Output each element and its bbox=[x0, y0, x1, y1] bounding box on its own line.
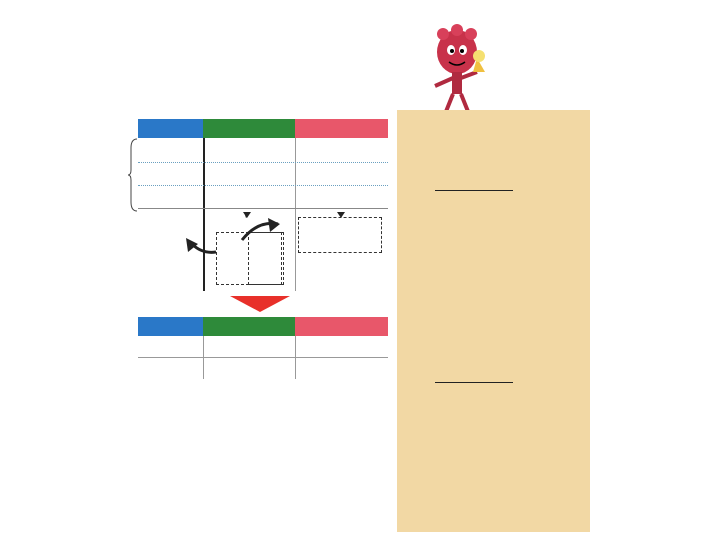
header-ones-after bbox=[138, 317, 203, 336]
header-tenths bbox=[203, 119, 295, 138]
ice-cream-mascot-illustration bbox=[415, 22, 500, 120]
down-arrow-red-icon bbox=[228, 294, 292, 314]
brace-icon bbox=[128, 138, 138, 212]
header-ones bbox=[138, 119, 203, 138]
down-arrows-icon bbox=[241, 210, 351, 220]
header-hundredths bbox=[295, 119, 388, 138]
explanation-panel bbox=[397, 110, 590, 532]
regroup-box-hundredths bbox=[298, 217, 382, 253]
place-value-table-after bbox=[138, 317, 388, 379]
header-tenths-after bbox=[203, 317, 295, 336]
header-hundredths-after bbox=[295, 317, 388, 336]
